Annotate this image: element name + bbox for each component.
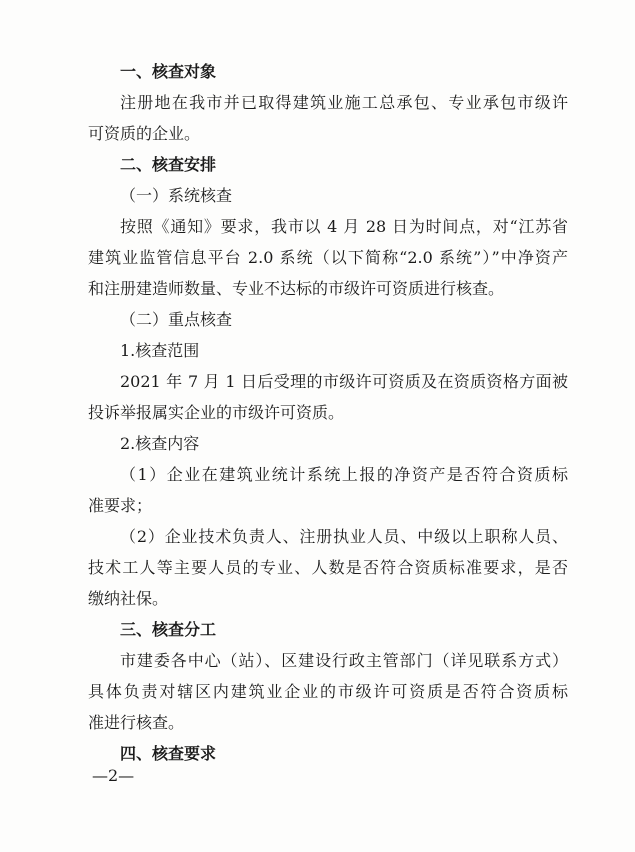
paragraph-line: （2）企业技术负责人、注册执业人员、中级以上职称人员、 bbox=[120, 527, 568, 546]
section-heading-4: 四、核查要求 bbox=[120, 744, 217, 763]
paragraph-line: 投诉举报属实企业的市级许可资质。 bbox=[88, 403, 345, 422]
paragraph-line: 准进行核查。 bbox=[88, 713, 185, 732]
paragraph-line: 按照《通知》要求，我市以 4 月 28 日为时间点，对“江苏省 bbox=[120, 217, 568, 236]
subsection-title-2: （二）重点核查 bbox=[120, 310, 233, 329]
paragraph-line: 具体负责对辖区内建筑业企业的市级许可资质是否符合资质标 bbox=[88, 682, 568, 701]
paragraph-line: 和注册建造师数量、专业不达标的市级许可资质进行核查。 bbox=[88, 279, 505, 298]
paragraph-line: 市建委各中心（站）、区建设行政主管部门（详见联系方式） bbox=[120, 651, 568, 670]
paragraph-line: 建筑业监管信息平台 2.0 系统（以下简称“2.0 系统”）”中净资产 bbox=[88, 248, 568, 267]
item-title-2: 2.核查内容 bbox=[120, 434, 200, 453]
paragraph-line: （1）企业在建筑业统计系统上报的净资产是否符合资质标 bbox=[120, 465, 568, 484]
document-body bbox=[88, 56, 568, 769]
paragraph-line: 准要求； bbox=[88, 496, 153, 515]
item-title-1: 1.核查范围 bbox=[120, 341, 200, 360]
paragraph-line: 可资质的企业。 bbox=[88, 124, 201, 143]
section-heading-2: 二、核查安排 bbox=[120, 155, 217, 174]
page-number: —2— bbox=[92, 766, 135, 785]
paragraph-line: 2021 年 7 月 1 日后受理的市级许可资质及在资质资格方面被 bbox=[120, 372, 568, 391]
paragraph-line: 技术工人等主要人员的专业、人数是否符合资质标准要求，是否 bbox=[88, 558, 568, 577]
paragraph-line: 缴纳社保。 bbox=[88, 589, 169, 608]
subsection-title-1: （一）系统核查 bbox=[120, 186, 233, 205]
paragraph-line: 注册地在我市并已取得建筑业施工总承包、专业承包市级许 bbox=[120, 93, 568, 112]
section-heading-1: 一、核查对象 bbox=[120, 62, 217, 81]
section-heading-3: 三、核查分工 bbox=[120, 620, 217, 639]
